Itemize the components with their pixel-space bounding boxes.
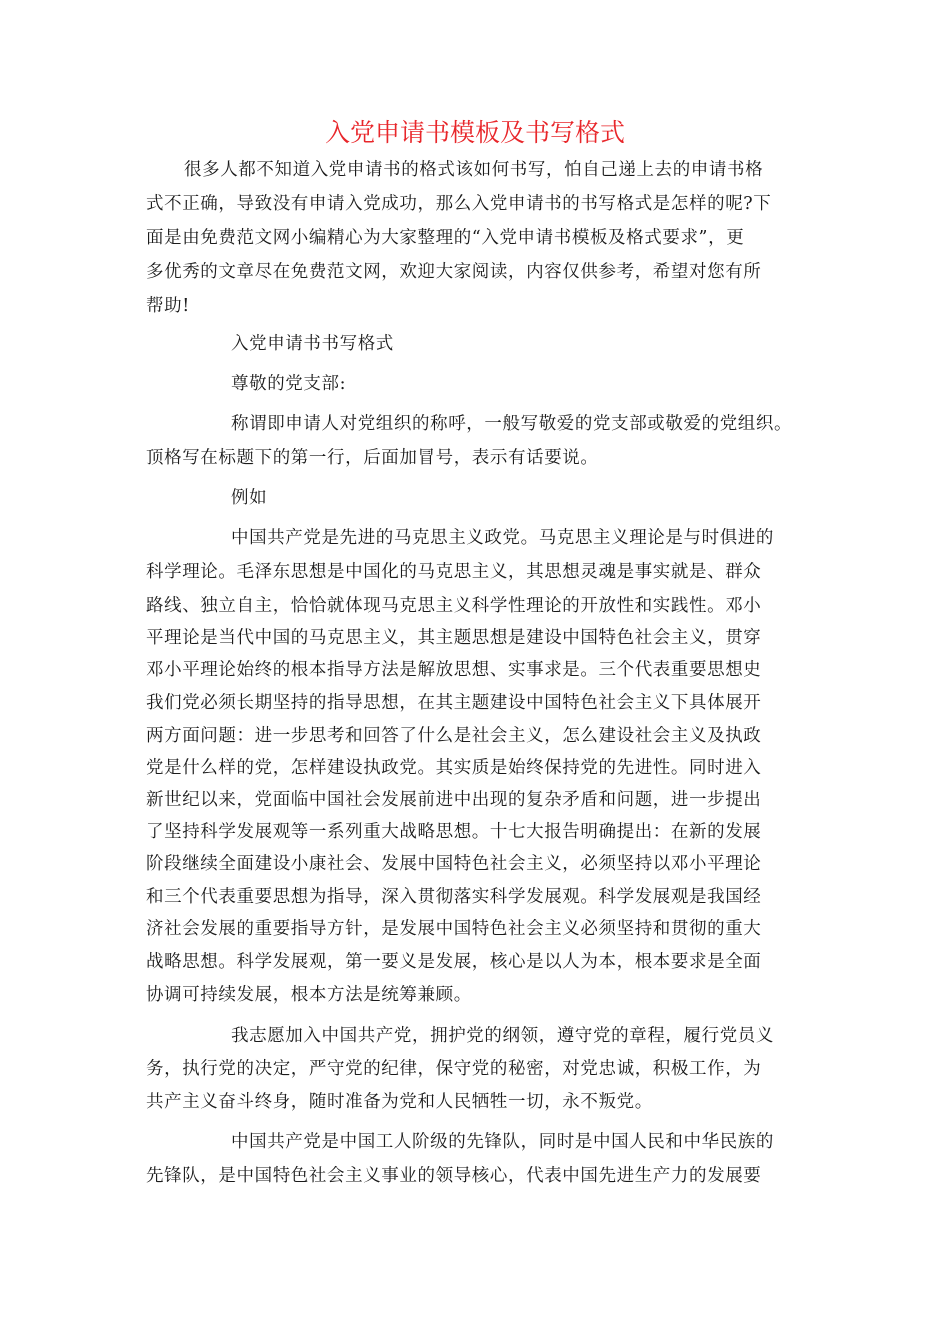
paragraph1-line: 路线、独立自主，恰恰就体现马克思主义科学性理论的开放性和实践性。邓小: [146, 596, 762, 616]
document-title: 入党申请书模板及书写格式: [324, 118, 625, 147]
section-heading: 入党申请书书写格式: [231, 334, 394, 354]
paragraph3-line: 先锋队，是中国特色社会主义事业的领导核心，代表中国先进生产力的发展要: [146, 1166, 762, 1186]
paragraph1-line: 平理论是当代中国的马克思主义，其主题思想是建设中国特色社会主义，贯穿: [146, 628, 762, 648]
example-label: 例如: [231, 488, 268, 508]
paragraph1-line: 济社会发展的重要指导方针，是发展中国特色社会主义必须坚持和贯彻的重大: [146, 919, 762, 939]
salutation: 尊敬的党支部:: [231, 374, 347, 394]
paragraph2-line: 务，执行党的决定，严守党的纪律，保守党的秘密，对党忠诚，积极工作，为: [146, 1059, 762, 1079]
paragraph2-line: 我志愿加入中国共产党，拥护党的纲领，遵守党的章程，履行党员义: [231, 1026, 774, 1046]
paragraph1-line: 我们党必须长期坚持的指导思想，在其主题建设中国特色社会主义下具体展开: [146, 693, 762, 713]
paragraph1-line: 两方面问题：进一步思考和回答了什么是社会主义，怎么建设社会主义及执政: [146, 726, 762, 746]
paragraph1-line: 阶段继续全面建设小康社会、发展中国特色社会主义，必须坚持以邓小平理论: [146, 854, 762, 874]
paragraph1-line: 协调可持续发展，根本方法是统筹兼顾。: [146, 985, 472, 1005]
paragraph2-line: 共产主义奋斗终身，随时准备为党和人民牺牲一切，永不叛党。: [146, 1092, 653, 1112]
paragraph1-line: 科学理论。毛泽东思想是中国化的马克思主义，其思想灵魂是事实就是、群众: [146, 562, 762, 582]
intro-line: 多优秀的文章尽在免费范文网，欢迎大家阅读，内容仅供参考，希望对您有所: [146, 262, 762, 282]
intro-line: 帮助!: [146, 296, 190, 316]
intro-line: 面是由免费范文网小编精心为大家整理的“入党申请书模板及格式要求”，更: [146, 228, 745, 248]
paragraph1-line: 了坚持科学发展观等一系列重大战略思想。十七大报告明确提出：在新的发展: [146, 822, 762, 842]
paragraph1-line: 和三个代表重要思想为指导，深入贯彻落实科学发展观。科学发展观是我国经: [146, 887, 762, 907]
paragraph1-line: 中国共产党是先进的马克思主义政党。马克思主义理论是与时俱进的: [231, 528, 774, 548]
salutation-note-line: 顶格写在标题下的第一行，后面加冒号，表示有话要说。: [146, 448, 599, 468]
paragraph1-line: 新世纪以来，党面临中国社会发展前进中出现的复杂矛盾和问题，进一步提出: [146, 790, 762, 810]
intro-line: 很多人都不知道入党申请书的格式该如何书写，怕自己递上去的申请书格: [184, 160, 764, 180]
paragraph1-line: 党是什么样的党，怎样建设执政党。其实质是始终保持党的先进性。同时进入: [146, 758, 762, 778]
salutation-note-line: 称谓即申请人对党组织的称呼，一般写敬爱的党支部或敬爱的党组织。: [231, 414, 793, 434]
paragraph3-line: 中国共产党是中国工人阶级的先锋队，同时是中国人民和中华民族的: [231, 1132, 774, 1152]
paragraph1-line: 邓小平理论始终的根本指导方法是解放思想、实事求是。三个代表重要思想史: [146, 660, 762, 680]
intro-line: 式不正确，导致没有申请入党成功，那么入党申请书的书写格式是怎样的呢?下: [146, 194, 772, 214]
paragraph1-line: 战略思想。科学发展观，第一要义是发展，核心是以人为本，根本要求是全面: [146, 952, 762, 972]
